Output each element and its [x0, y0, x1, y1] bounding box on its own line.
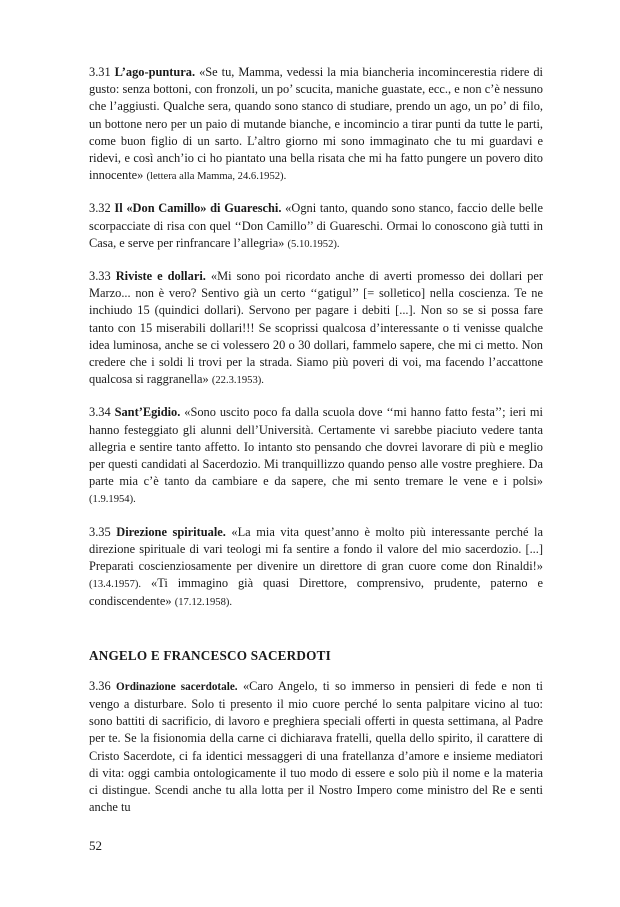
entry-title: Direzione spirituale. — [116, 524, 226, 539]
entry-number: 3.35 — [89, 524, 111, 539]
entry-citation-second: (17.12.1958). — [174, 597, 233, 609]
entry-3-36 — [89, 678, 543, 817]
entry-title: Ordinazione sacerdotale. — [116, 680, 238, 693]
entry-number: 3.34 — [89, 405, 111, 420]
entry-title: Sant’Egidio. — [114, 405, 181, 420]
entry-citation: (22.3.1953). — [211, 375, 264, 387]
entry-citation: (13.4.1957). — [89, 579, 142, 591]
entry-title: L’ago-puntura. — [114, 65, 196, 79]
entry-body: «La mia vita quest’anno è molto più interessante perché la direzione spirituale di vari teologi mi fa sentire a fondo il valore del mio sacerdozio. [...] Preparati coscienziosamente per divenire un direttore di gran cuore come don Rinaldi!» — [89, 524, 543, 574]
entry-title: Il «Don Camillo» di Guareschi. — [114, 201, 282, 216]
entry-3-35 — [89, 524, 543, 612]
entry-3-32 — [89, 200, 543, 253]
entry-body: «Caro Angelo, ti so immerso in pensieri di fede e non ti vengo a disturbare. Solo ti presento il mio cuore perché lo senta palpitare vicino al tuo: sono battiti di sacrificio, di lavoro e preghiera speciali offerti in questa settimana, al Padre per te. Se la fisionomia della carne ci dichiarava fratelli, quella dello spirito, il carattere di Cristo Sacerdote, ci fa identici messaggeri di una fratellanza d’amore e insieme mediatori di vita: oggi cambia ontologicamente il tuo modo di essere e solo più il nome e la materia ci distingue. Scendi anche tu alla lotta per il Nostro Impero come ministro del Re e senti anche tu — [89, 678, 543, 815]
section-heading: ANGELO E FRANCESCO SACERDOTI — [89, 647, 331, 663]
entry-number: 3.32 — [89, 201, 111, 216]
entry-3-33 — [89, 268, 543, 389]
page-content — [89, 64, 543, 831]
entry-3-34 — [89, 404, 543, 508]
entry-body: «Se tu, Mamma, vedessi la mia biancheria incomincerestia ridere di gusto: senza bottoni, con fronzoli, un po’ scucita, maniche guastate, ecc., e non c’è nessuno che l’aggiusti. Qualche sera, quando sono stanco di studiare, prendo un ago, un po’ di filo, un bottone nero per un paio di mutande bianche, e incomincio a tirar punti da tutte le parti, come buon figlio di un sarto. L’altro giorno mi sono immaginato che tu mi guardavi e ridevi, e così anch’io ci ho piantato una bella risata che mi ha fatto pungere un povero dito innocente» — [89, 65, 543, 183]
entry-body: «Sono uscito poco fa dalla scuola dove ‘‘mi hanno fatto festa’’; ieri mi hanno festeggiato gli alunni dell’Università. Certamente vi sarebbe piaciuto vedere tanta allegria e sentire tanto affetto. Io intanto sto pensando che dovrei lavorare di più e meglio per questi candidati al Sacerdozio. Mi tranquillizzo quando penso alle vostre preghiere. Da parte mia c’è tanto da cambiare e da sapere, che mi sento tremare le vene e i polsi» — [89, 405, 543, 489]
entry-citation: (5.10.1952). — [287, 238, 340, 250]
entry-number: 3.36 — [89, 678, 111, 693]
entry-number: 3.31 — [89, 65, 111, 79]
entry-body: «Ogni tanto, quando sono stanco, faccio delle belle scorpacciate di risa con quel ‘‘Don Camillo’’ di Guareschi. Ormai lo conoscono già tutti in Casa, e serve per rinfrancare l’allegria» — [89, 201, 543, 250]
entry-body-second: «Ti immagino già quasi Direttore, comprensivo, prudente, paterno e condiscendente» — [89, 576, 543, 609]
entry-3-31 — [89, 64, 543, 185]
entry-citation: (1.9.1954). — [89, 494, 136, 506]
page-number: 52 — [89, 838, 102, 853]
entry-citation: (lettera alla Mamma, 24.6.1952). — [146, 171, 287, 183]
entry-title: Riviste e dollari. — [115, 269, 206, 284]
entry-body: «Mi sono poi ricordato anche di averti promesso dei dollari per Marzo... non è vero? Sentivo già un certo ‘‘gatigul’’ [= solletico] nella coscienza. Te ne inchiudo 15 (quindici dollari). Servono per pagare i debiti [...]. Non so se si possa fare tanto con 15 miserabili dollari!!! Se scoprissi qualcosa d’interessante o ti venisse qualche idea luminosa, anche se ci volessero 20 o 30 dollari, fammelo sapere, che mi ci metto. Non credere che i soldi li trovi per la strada. Siamo più poveri di voi, ma facendo l’accattone qualcosa si raggranella» — [89, 269, 543, 387]
entry-number: 3.33 — [89, 269, 111, 284]
